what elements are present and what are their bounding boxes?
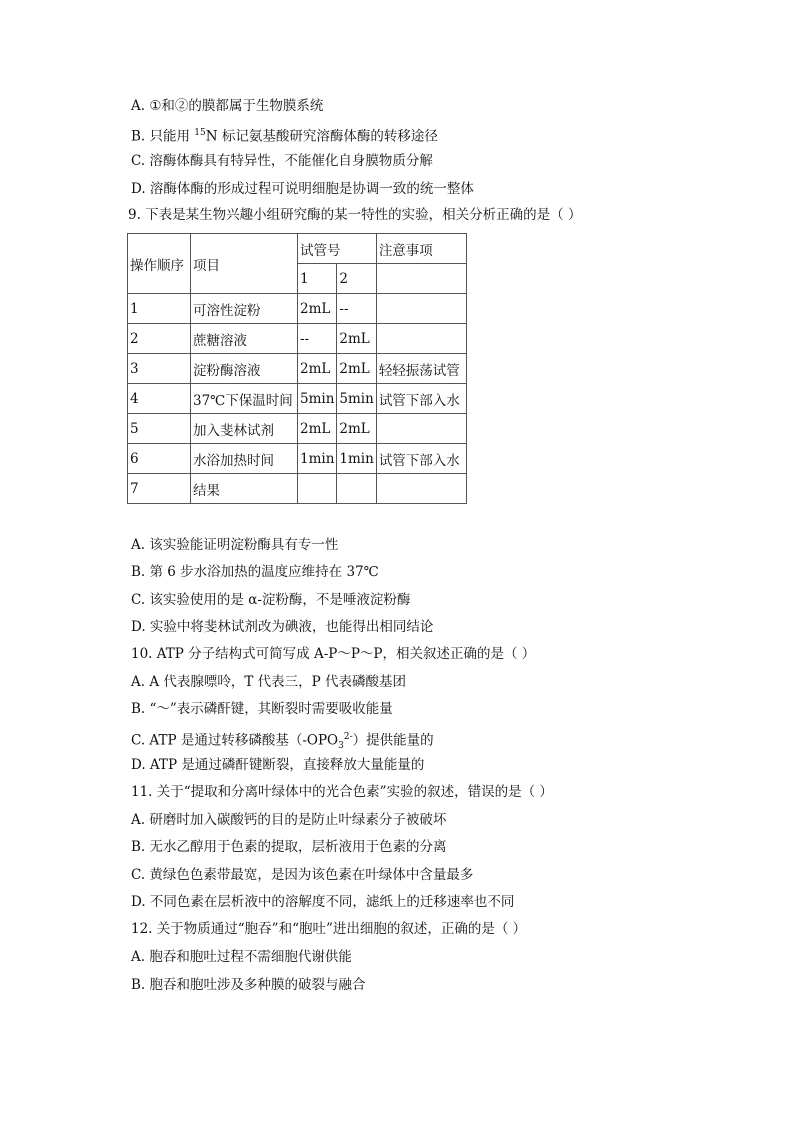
cell-note	[376, 294, 466, 324]
cell-tube2: 2mL	[337, 324, 376, 354]
q10-option-a: A. A 代表腺嘌呤，T 代表三，P 代表磷酸基团	[131, 674, 407, 690]
experiment-table	[127, 233, 467, 504]
cell-tube1	[298, 474, 337, 504]
cell-step: 3	[128, 354, 191, 384]
cell-note: 轻轻振荡试管	[376, 354, 466, 384]
q11-option-a: A. 研磨时加入碳酸钙的目的是防止叶绿素分子被破坏	[131, 812, 447, 828]
cell-tube2	[337, 474, 376, 504]
header-step: 操作顺序	[128, 234, 191, 294]
cell-note: 试管下部入水	[376, 444, 466, 474]
table-row	[128, 294, 467, 324]
q11-option-d: D. 不同色素在层析液中的溶解度不同，滤纸上的迁移速率也不同	[131, 894, 515, 910]
q12-stem: 12. 关于物质通过“胞吞”和“胞吐”进出细胞的叙述，正确的是（ ）	[131, 921, 527, 937]
q8-option-b: B. 只能用 $^{15}$N 标记氨基酸研究溶酶体酶的转移途径	[131, 128, 438, 145]
cell-item: 水浴加热时间	[191, 444, 298, 474]
q10-option-b: B. “～”表示磷酐键，其断裂时需要吸收能量	[131, 701, 393, 717]
cell-tube2: --	[337, 294, 376, 324]
cell-item: 37℃下保温时间	[191, 384, 298, 414]
q9-stem: 9. 下表是某生物兴趣小组研究酶的某一特性的实验，相关分析正确的是（ ）	[128, 207, 582, 223]
q11-option-c: C. 黄绿色色素带最宽，是因为该色素在叶绿体中含量最多	[131, 867, 474, 883]
q12-option-b: B. 胞吞和胞吐涉及多种膜的破裂与融合	[131, 977, 366, 993]
table-header-row	[128, 234, 467, 264]
cell-note	[376, 324, 466, 354]
q8-option-c: C. 溶酶体酶具有特异性，不能催化自身膜物质分解	[131, 153, 433, 169]
cell-tube2: 2mL	[337, 414, 376, 444]
cell-tube1: 2mL	[298, 354, 337, 384]
cell-tube2: 1min	[337, 444, 376, 474]
cell-step: 7	[128, 474, 191, 504]
table-row	[128, 474, 467, 504]
cell-note: 试管下部入水	[376, 384, 466, 414]
cell-item: 加入斐林试剂	[191, 414, 298, 444]
cell-step: 4	[128, 384, 191, 414]
header-tube-2: 2	[337, 264, 376, 294]
table-row	[128, 384, 467, 414]
q12-option-a: A. 胞吞和胞吐过程不需细胞代谢供能	[131, 949, 352, 965]
cell-item: 结果	[191, 474, 298, 504]
table-row	[128, 324, 467, 354]
q9-option-d: D. 实验中将斐林试剂改为碘液，也能得出相同结论	[131, 619, 434, 635]
cell-tube1: 5min	[298, 384, 337, 414]
cell-note	[376, 414, 466, 444]
cell-item: 蔗糖溶液	[191, 324, 298, 354]
q10-stem: 10. ATP 分子结构式可简写成 A-P～P～P，相关叙述正确的是（ ）	[131, 646, 536, 662]
table-row	[128, 444, 467, 474]
cell-item: 可溶性淀粉	[191, 294, 298, 324]
table-row	[128, 354, 467, 384]
header-item: 项目	[191, 234, 298, 294]
cell-tube1: 1min	[298, 444, 337, 474]
cell-tube1: 2mL	[298, 414, 337, 444]
q8-option-a: A. ①和②的膜都属于生物膜系统	[131, 98, 324, 114]
header-note-blank	[376, 264, 466, 294]
q10-option-d: D. ATP 是通过磷酐键断裂，直接释放大量能量的	[131, 757, 425, 773]
cell-note	[376, 474, 466, 504]
cell-step: 5	[128, 414, 191, 444]
cell-step: 6	[128, 444, 191, 474]
cell-step: 2	[128, 324, 191, 354]
cell-step: 1	[128, 294, 191, 324]
q8-option-d: D. 溶酶体酶的形成过程可说明细胞是协调一致的统一整体	[131, 181, 474, 197]
cell-tube1: 2mL	[298, 294, 337, 324]
q11-stem: 11. 关于“提取和分离叶绿体中的光合色素”实验的叙述，错误的是（ ）	[131, 784, 553, 800]
cell-tube2: 2mL	[337, 354, 376, 384]
q9-option-a: A. 该实验能证明淀粉酶具有专一性	[131, 537, 339, 553]
q9-option-b: B. 第 6 步水浴加热的温度应维持在 37℃	[131, 564, 379, 580]
header-tube-1: 1	[298, 264, 337, 294]
q9-option-c: C. 该实验使用的是 α-淀粉酶，不是唾液淀粉酶	[131, 592, 411, 608]
table-row	[128, 414, 467, 444]
q10-option-c: C. ATP 是通过转移磷酸基$(-OPO_3^{2-})$提供能量的	[131, 732, 434, 752]
q11-option-b: B. 无水乙醇用于色素的提取，层析液用于色素的分离	[131, 839, 447, 855]
header-note: 注意事项	[376, 234, 466, 264]
cell-item: 淀粉酶溶液	[191, 354, 298, 384]
cell-tube1: --	[298, 324, 337, 354]
header-tube: 试管号	[298, 234, 377, 264]
cell-tube2: 5min	[337, 384, 376, 414]
